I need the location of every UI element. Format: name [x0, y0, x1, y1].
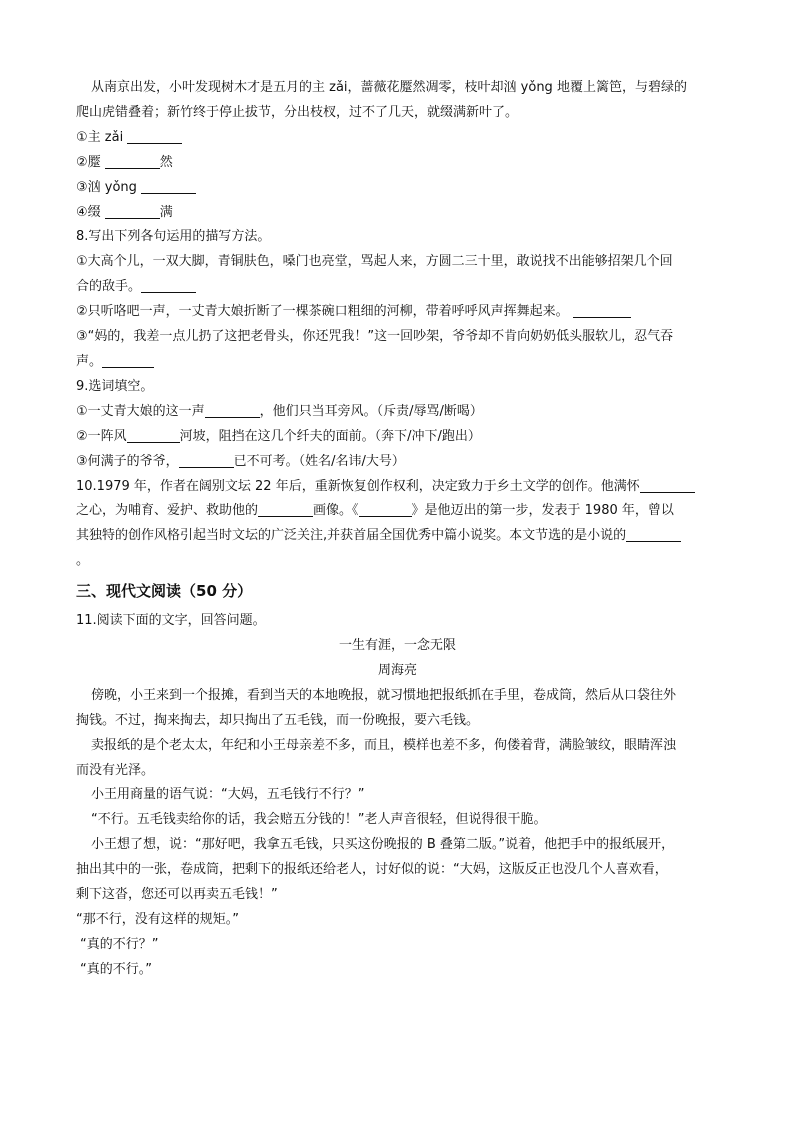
answer-blank[interactable] — [626, 527, 681, 542]
answer-blank[interactable] — [105, 154, 160, 169]
answer-blank[interactable] — [205, 403, 260, 418]
q8-item-2-text: ②只听咯吧一声，一丈青大娘折断了一棵茶碗口粗细的河柳，带着呼呼风声挥舞起来。 — [76, 304, 569, 320]
q8-title: 8.写出下列各句运用的描写方法。 — [76, 229, 271, 245]
q8-item-1-line2 — [76, 275, 719, 300]
q7-item-3-text: ③汹 yǒng — [76, 179, 137, 195]
q8-item-1-text: 合的敌手。 — [76, 279, 142, 295]
story-paragraph: 卖报纸的是个老太太，年纪和小王母亲差不多，而且，模样也差不多，佝偻着背，满脸皱纹，眼睛浑浊 — [91, 737, 677, 753]
q11-title: 11.阅读下面的文字，回答问题。 — [76, 613, 266, 629]
story-paragraph: 掏钱。不过，掏来掏去，却只掏出了五毛钱，而一份晚报，要六毛钱。 — [76, 712, 480, 728]
q7-item-2-text: ②蹷 — [76, 154, 101, 170]
story-paragraph: “不行。五毛钱卖给你的话，我会赔五分钱的！”老人声音很轻，但说得很干脆。 — [91, 812, 547, 828]
q9-item-2 — [76, 425, 719, 450]
story-author: 周海亮 — [377, 662, 417, 678]
story-paragraph: 而没有光泽。 — [76, 762, 155, 778]
q7-item-2-suffix: 然 — [159, 154, 173, 170]
answer-blank[interactable] — [179, 453, 234, 468]
q10-text: 10.1979 年，作者在阔别文坛 22 年后，重新恢复创作权利，决定致力于乡土文学的创作。他满怀 — [76, 478, 640, 494]
passage-line: 爬山虎错叠着；新竹终于停止拔节，分出枝杈，过不了几天，就缀满新叶了。 — [76, 104, 519, 120]
answer-blank[interactable] — [359, 502, 412, 517]
passage-line: 从南京出发，小叶发现树木才是五月的主 zǎi，蔷薇花蹷然凋零，枝叶却汹 yǒng 地覆上篱笆，与碧绿的 — [91, 80, 687, 95]
answer-blank[interactable] — [573, 303, 631, 318]
answer-blank[interactable] — [105, 204, 160, 219]
story-paragraph: “真的不行。” — [80, 961, 152, 977]
q9-item-3 — [76, 450, 719, 475]
story-paragraph: 小王想了想，说：“那好吧，我拿五毛钱，只买这份晚报的 B 叠第二版。”说着，他把手中的报纸展开， — [91, 837, 675, 853]
answer-blank[interactable] — [141, 179, 196, 194]
q8-item-3-line2 — [76, 350, 719, 375]
answer-blank[interactable] — [127, 428, 180, 443]
q9-item-2-suffix: 河坡，阻挡在这几个纤夫的面前。（奔下/冲下/跑出） — [179, 428, 481, 444]
answer-blank[interactable] — [102, 353, 154, 368]
story-title: 一生有涯，一念无限 — [338, 638, 456, 654]
q10-text: 其独特的创作风格引起当时文坛的广泛关注,并获首届全国优秀中篇小说奖。本文节选的是小说的 — [76, 528, 627, 544]
q7-item-4-suffix: 满 — [159, 204, 173, 220]
q8-item-3-text: 声。 — [76, 353, 103, 369]
q9-item-3-prefix: ③何满子的爷爷， — [76, 453, 179, 469]
story-paragraph: 剩下这沓，您还可以再卖五毛钱！” — [76, 887, 278, 903]
q10-line3 — [76, 524, 719, 549]
q10-line2 — [76, 499, 719, 524]
story-paragraph: 抽出其中的一张，卷成筒，把剩下的报纸还给老人，讨好似的说：“大妈，这版反正也没几个人喜欢看， — [76, 862, 668, 878]
q10-text: 之心，为哺育、爱护、救助他的 — [76, 503, 259, 519]
q7-item-4 — [76, 201, 719, 226]
answer-blank[interactable] — [640, 478, 695, 493]
q7-item-4-text: ④缀 — [76, 204, 101, 220]
q7-item-1-text: ①主 zǎi — [76, 129, 124, 145]
section-heading: 三、现代文阅读（50 分） — [76, 582, 253, 601]
q7-item-3 — [76, 176, 719, 201]
q8-item-1-line1: ①大高个儿，一双大脚，青铜肤色，嗓门也亮堂，骂起人来，方圆二三十里，敢说找不出能够招架几个回 — [76, 254, 673, 270]
answer-blank[interactable] — [127, 129, 182, 144]
story-paragraph: 傍晚，小王来到一个报摊，看到当天的本地晚报，就习惯地把报纸抓在手里，卷成筒，然后从口袋往外 — [91, 687, 677, 703]
exam-page — [76, 76, 719, 983]
story-paragraph: 小王用商量的语气说：“大妈，五毛钱行不行？” — [91, 787, 365, 803]
q10-text: 》是他迈出的第一步，发表于 1980 年，曾以 — [411, 503, 674, 519]
story-paragraph: “真的不行？” — [80, 936, 159, 952]
q7-item-1 — [76, 126, 719, 151]
answer-blank[interactable] — [258, 502, 313, 517]
q9-item-3-suffix: 已不可考。（姓名/名讳/大号） — [233, 453, 405, 469]
q10-line4: 。 — [76, 553, 90, 569]
q9-item-1 — [76, 400, 719, 425]
story-paragraph: “那不行，没有这样的规矩。” — [76, 912, 239, 927]
q9-item-1-prefix: ①一丈青大娘的这一声 — [76, 403, 205, 419]
q10-text: 画像。《 — [313, 503, 359, 519]
q10-line1 — [76, 475, 719, 500]
q8-item-2 — [76, 300, 719, 325]
answer-blank[interactable] — [141, 278, 196, 293]
q7-item-2 — [76, 151, 719, 176]
q8-item-3-line1: ③“妈的，我差一点儿扔了这把老骨头，你还咒我！”这一回吵架，爷爷却不肯向奶奶低头服软儿，忍气吞 — [76, 329, 674, 345]
q9-item-1-suffix: ，他们只当耳旁风。（斥责/辱骂/断喝） — [259, 403, 483, 419]
q9-item-2-prefix: ②一阵风 — [76, 428, 127, 444]
q9-title: 9.选词填空。 — [76, 378, 154, 394]
